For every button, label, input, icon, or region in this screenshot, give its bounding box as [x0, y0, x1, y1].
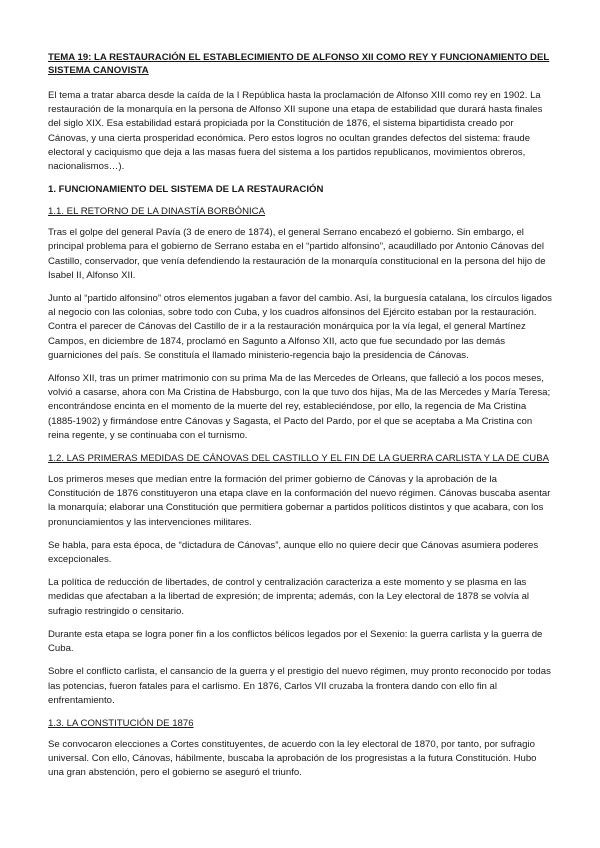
paragraph: Los primeros meses que median entre la formación del primer gobierno de Cánovas y la aprobación de la Constitución de 1876 constituyeron una etapa clave en la conformación del nuevo régimen. Cánovas buscaba asentar la monarquía; elaborar una Constitución que permitiera gobernar a partidos políticos distintos y que acabara, con los pronunciamientos y las intervenciones militares. [48, 474, 551, 528]
paragraph: Se convocaron elecciones a Cortes constituyentes, de acuerdo con la ley electoral de 1870, por tanto, por sufragio universal. Con ello, Cánovas, hábilmente, buscaba la aprobación de los progresistas a la futura Constitución. Hubo una gran abstención, pero el gobierno se aseguró el triunfo. [48, 738, 537, 779]
paragraph: Se habla, para esta época, de “dictadura de Cánovas”, aunque ello no quiere decir que Cánovas asumiera poderes excepcionales. [48, 539, 539, 566]
paragraph: Tras el golpe del general Pavía (3 de enero de 1874), el general Serrano encabezó el gobierno. Sin embargo, el principal problema para el gobierno de Serrano estaba en el “partido alfonsino”, acaudillado por Antonio Cánovas del Castillo, conservador, que venía defendiendo la restauración de la monarquía constitucional en la persona del hijo de Isabel II, Alfonso XII. [48, 227, 546, 281]
intro-paragraph: El tema a tratar abarca desde la caída de la I República hasta la proclamación de Alfonso XIII como rey en 1902. La restauración de la monarquía en la persona de Alfonso XII supone una etapa de estabilidad que durará hasta finales del siglo XIX. Esa estabilidad estará propiciada por la Constitución de 1876, el sistema bipartidista creado por Cánovas, y una cierta prosperidad económica. Pero estos logros no ocultan grandes defectos del sistema: fraude electoral y caciquismo que deja a las masas fuera del sistema a los partidos republicanos, movimientos obreros, nacionalismos…). [48, 90, 543, 173]
subsection-heading: 1.1. EL RETORNO DE LA DINASTÍA BORBÓNICA [48, 206, 265, 218]
paragraph: Alfonso XII, tras un primer matrimonio con su prima Ma de las Mercedes de Orleans, que falleció a los pocos meses, volvió a casarse, ahora con Ma Cristina de Habsburgo, con la que tuvo dos hijas, Ma de las Mercedes y María Teresa; encontrándose encinta en el momento de la muerte del rey, estableciéndose, por ello, la regencia de Ma Cristina (1885-1902) y firmándose entre Cánovas y Sagasta, el Pacto del Pardo, por el que se aceptaba a Ma Cristina con reina regente, y se continuaba con el turnismo. [48, 373, 551, 441]
document-title: TEMA 19: LA RESTAURACIÓN EL ESTABLECIMIENTO DE ALFONSO XII COMO REY Y FUNCIONAMIENTO DEL SISTEMA CANOVISTA [48, 52, 550, 76]
paragraph: Sobre el conflicto carlista, el cansancio de la guerra y el prestigio del nuevo régimen, muy pronto reconocido por todas las potencias, fueron fatales para el carlismo. En 1876, Carlos VII cruzaba la frontera dando con ello fin al enfrentamiento. [48, 666, 551, 706]
paragraph: Junto al “partido alfonsino” otros elementos jugaban a favor del cambio. Así, la burguesía catalana, los círculos ligados al negocio con las colonias, sobre todo con Cuba, y los cuadros alfonsinos del Ejército estaban por la restauración. Contra el parecer de Cánovas del Castillo de ir a la restauración monárquica por la vía legal, el general Martínez Campos, en diciembre de 1874, proclamó en Sagunto a Alfonso XII, acto que fue secundado por las demás guarniciones del país. Se constituía el llamado ministerio-regencia bajo la presidencia de Cánovas. [48, 293, 552, 361]
paragraph: Durante esta etapa se logra poner fin a los conflictos bélicos legados por el Sexenio: la guerra carlista y la guerra de Cuba. [48, 628, 543, 655]
paragraph: La política de reducción de libertades, de control y centralización caracteriza a este momento y se plasma en las medidas que afectaban a la libertad de expresión; de imprenta; además, con la Ley electoral de 1878 se volvía al sufragio restringido o censitario. [48, 577, 530, 617]
section-heading: 1. FUNCIONAMIENTO DEL SISTEMA DE LA RESTAURACIÓN [48, 184, 324, 196]
subsection-heading: 1.2. LAS PRIMERAS MEDIDAS DE CÁNOVAS DEL CASTILLO Y EL FIN DE LA GUERRA CARLISTA Y LA DE CUBA [48, 453, 549, 465]
subsection-heading: 1.3. LA CONSTITUCIÓN DE 1876 [48, 717, 194, 729]
